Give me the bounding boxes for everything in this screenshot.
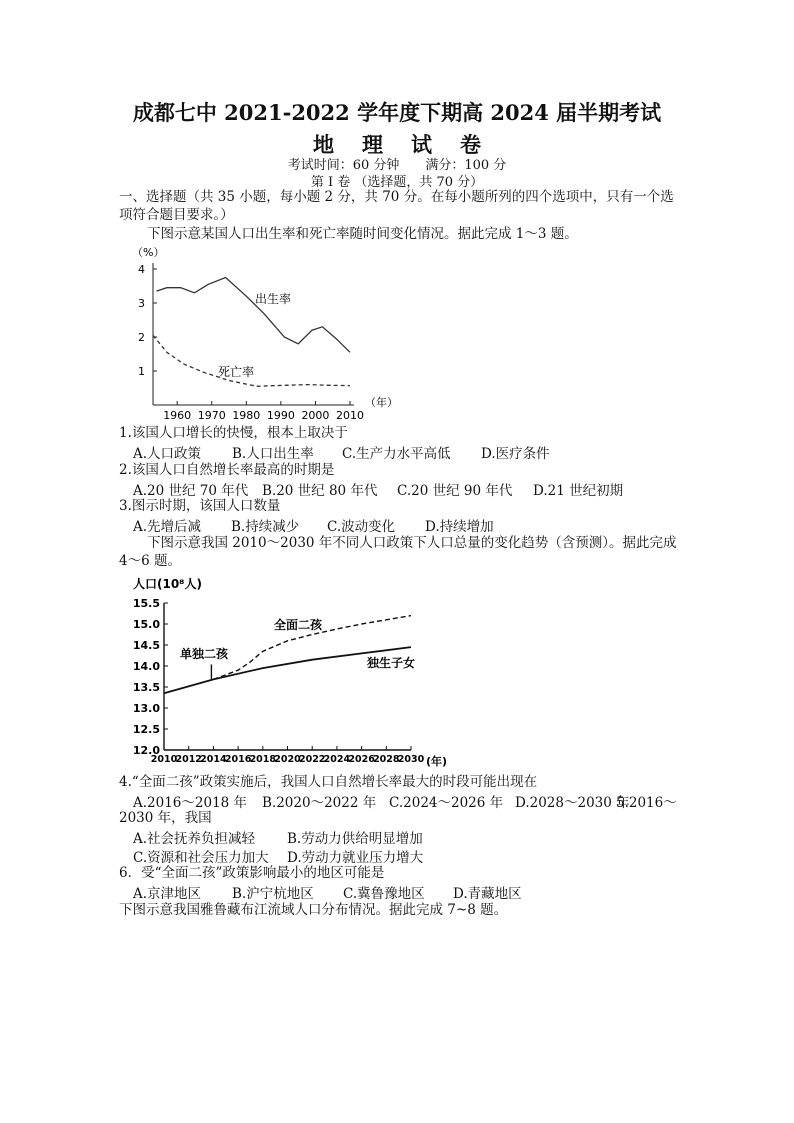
chart2-x-tick-label: 2030: [397, 754, 425, 765]
chart2-ylabel: 人口(10⁸人): [133, 577, 202, 591]
exam-title: 成都七中 2021-2022 学年度下期高 2024 届半期考试: [132, 100, 662, 125]
chart2-y-tick-label: 12.0: [132, 744, 160, 757]
question-4-stem: 4.“全面二孩”政策实施后，我国人口自然增长率最大的时段可能出现在: [119, 774, 538, 790]
q4-option-b[interactable]: B.2020～2022 年: [262, 795, 377, 811]
chart2-y-tick-label: 15.5: [132, 597, 160, 610]
q1-option-c[interactable]: C.生产力水平高低: [342, 446, 451, 462]
q2-option-a[interactable]: A.20 世纪 70 年代: [133, 483, 249, 499]
birth-death-rate-chart: [120, 242, 410, 422]
chart2-y-tick-label: 13.5: [132, 681, 160, 694]
question-2-stem: 2.该国人口自然增长率最高的时期是: [119, 462, 335, 478]
subject-title: 地理试卷: [313, 132, 509, 157]
chart1-y-tick-label: 1: [138, 365, 145, 378]
full-two-child-label: 全面二孩: [274, 618, 323, 632]
q5-option-d[interactable]: D.劳动力就业压力增大: [287, 850, 424, 866]
q3-option-d[interactable]: D.持续增加: [425, 519, 494, 535]
chart1-y-tick-label: 4: [138, 263, 145, 276]
chart2-y-tick-label: 14.0: [132, 660, 160, 673]
population-policy-chart: [128, 572, 468, 772]
chart2-x-tick-label: 2016: [224, 754, 252, 765]
chart1-x-tick-label: 2010: [336, 409, 364, 422]
chart2-x-tick-label: 2028: [373, 754, 400, 765]
chart1-x-tick-label: 2000: [301, 409, 330, 422]
chart2-x-tick-label: 2010: [150, 754, 178, 765]
q5-option-c[interactable]: C.资源和社会压力加大: [133, 850, 269, 866]
q5-option-b[interactable]: B.劳动力供给明显增加: [287, 831, 423, 847]
question-6-stem: 6．受“全面二孩”政策影响最小的地区可能是: [119, 865, 385, 881]
q3-option-c[interactable]: C.波动变化: [327, 519, 396, 535]
birth-rate-line: [157, 278, 351, 353]
group3-intro: 下图示意我国雅鲁藏布江流域人口分布情况。据此完成 7~8 题。: [119, 902, 508, 918]
chart2-y-tick-label: 12.5: [132, 723, 160, 736]
chart1-ylabel: （%）: [132, 246, 165, 259]
chart2-xunit: (年): [426, 755, 448, 768]
q6-option-b[interactable]: B.沪宁杭地区: [232, 886, 314, 902]
chart1-xunit: （年）: [365, 396, 398, 409]
chart1-y-tick-label: 3: [138, 297, 145, 310]
chart2-y-tick-label: 15.0: [132, 618, 160, 631]
chart1-x-tick-label: 1980: [232, 409, 261, 422]
chart2-x-tick-label: 2024: [323, 754, 351, 765]
chart2-x-tick-label: 2020: [274, 754, 301, 765]
chart2-x-tick-label: 2018: [249, 754, 277, 765]
q4-option-a[interactable]: A.2016～2018 年: [133, 795, 248, 811]
q2-option-c[interactable]: C.20 世纪 90 年代: [397, 483, 513, 499]
chart1-axes: [138, 263, 364, 422]
chart2-x-tick-label: 2026: [348, 754, 375, 765]
q1-option-d[interactable]: D.医疗条件: [481, 446, 550, 462]
chart1-x-tick-label: 1990: [266, 409, 295, 422]
group1-intro: 下图示意某国人口出生率和死亡率随时间变化情况。据此完成 1～3 题。: [147, 226, 578, 242]
chart2-x-tick-label: 2014: [200, 754, 227, 765]
chart1-y-tick-label: 2: [138, 331, 145, 344]
q6-option-d[interactable]: D.青藏地区: [453, 886, 522, 902]
chart2-y-tick-label: 14.5: [132, 639, 160, 652]
death-rate-label: 死亡率: [218, 365, 255, 379]
q2-option-b[interactable]: B.20 世纪 80 年代: [262, 483, 378, 499]
q6-option-c[interactable]: C.冀鲁豫地区: [343, 886, 425, 902]
chart2-x-tick-label: 2012: [175, 754, 202, 765]
single-two-child-label: 单独二孩: [180, 647, 229, 661]
q5-option-a[interactable]: A.社会抚养负担减轻: [133, 831, 256, 847]
q4-option-c[interactable]: C.2024～2026 年: [389, 795, 504, 811]
chart2-y-tick-label: 13.0: [132, 702, 160, 715]
one-child-label: 独生子女: [367, 656, 416, 670]
question-5-stem-start: 5.2016～: [616, 795, 677, 811]
birth-rate-label: 出生率: [255, 292, 292, 306]
question-1-stem: 1.该国人口增长的快慢，根本上取决于: [119, 425, 348, 441]
question-3-stem: 3.图示时期，该国人口数量: [119, 498, 281, 514]
q3-option-b[interactable]: B.持续减少: [231, 519, 300, 535]
q4-option-d[interactable]: D.2028～2030 年: [515, 795, 630, 811]
instructions: 一、选择题（共 35 小题，每小题 2 分，共 70 分。在每小题所列的四个选项中，只有一个选项符合题目要求。）: [119, 189, 674, 223]
q3-option-a[interactable]: A.先增后减: [133, 519, 202, 535]
section-title: 第 I 卷 （选择题，共 70 分）: [310, 175, 484, 190]
q6-option-a[interactable]: A.京津地区: [133, 886, 202, 902]
group2-intro: 下图示意我国 2010～2030 年不同人口政策下人口总量的变化趋势（含预测）。据此完成 4～6 题。: [119, 535, 677, 569]
chart1-x-tick-label: 1970: [197, 409, 226, 422]
chart2-x-tick-label: 2022: [298, 754, 326, 765]
q2-option-d[interactable]: D.21 世纪初期: [533, 483, 624, 499]
question-5-stem-end: 2030 年，我国: [119, 810, 212, 826]
q1-option-a[interactable]: A.人口政策: [133, 446, 202, 462]
q1-option-b[interactable]: B.人口出生率: [232, 446, 314, 462]
exam-info: 考试时间：60 分钟 满分：100 分: [287, 158, 507, 173]
chart1-x-tick-label: 1960: [163, 409, 192, 422]
